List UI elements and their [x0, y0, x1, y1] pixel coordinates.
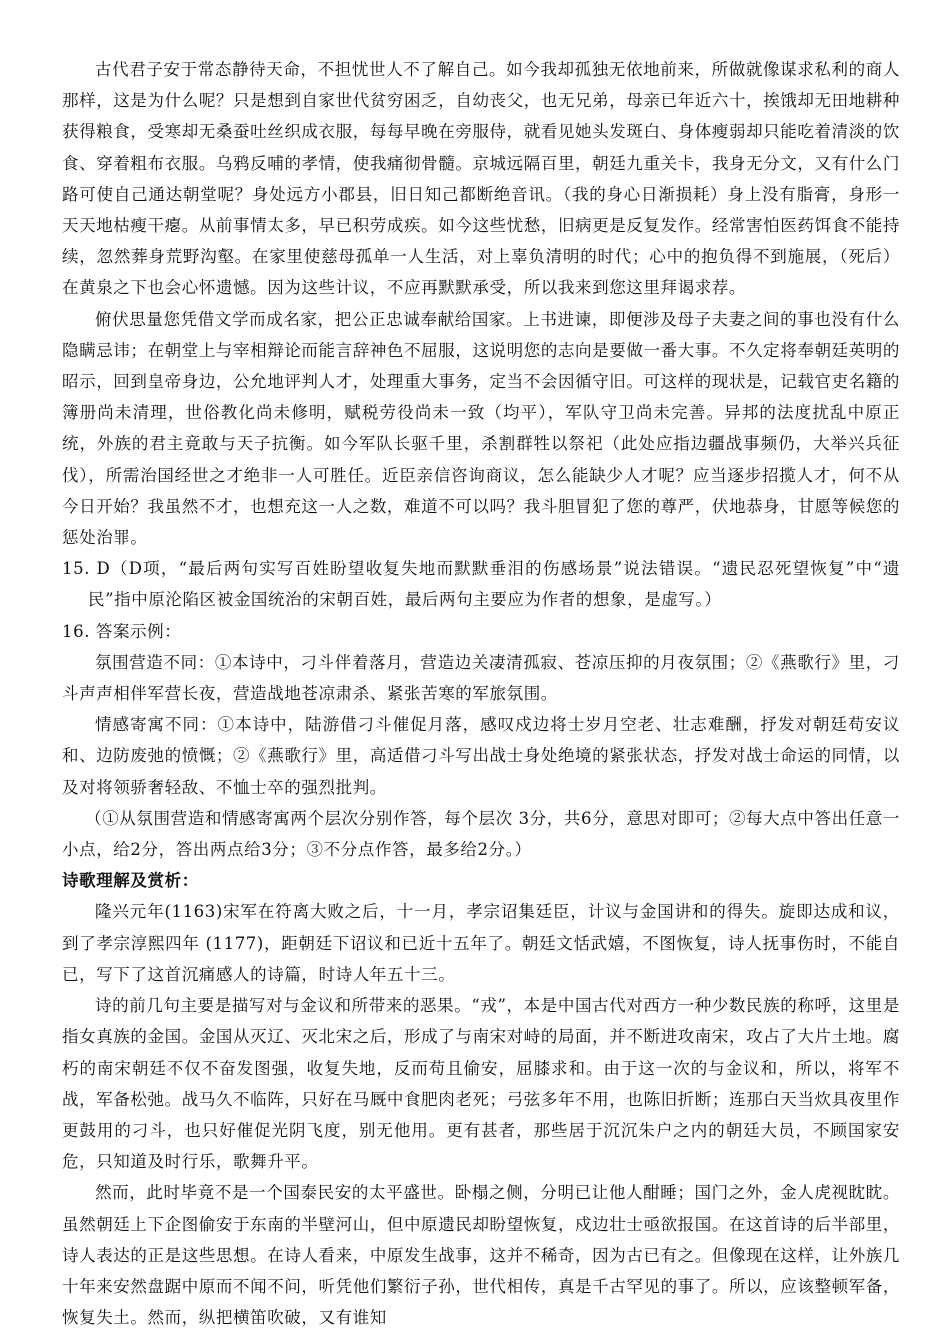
- answer-16-scoring-note: （①从氛围营造和情感寄寓两个层次分别作答，每个层次 3分，共6分，意思对即可；②每大点中答出任意一小点，给2分，答出两点给3分；③不分点作答，最多给2分。）: [62, 808, 900, 860]
- answer-16-label: 16. 答案示例：: [62, 621, 182, 641]
- translation-paragraph-2: 俯伏思量您凭借文学而成名家，把公正忠诚奉献给国家。上书进谏，即便涉及母子夫妻之间的事也没有什么隐瞒忌讳；在朝堂上与宰相辩论而能言辞神色不屈服，这说明您的志向是要做一番大事。不久定将奉朝廷英明的昭示，回到皇帝身边，公允地评判人才，处理重大事务，定当不会因循守旧。可这样的现状是，记载官吏名籍的簿册尚未清理，世俗教化尚未修明，赋税劳役尚未一致（均平），军队守卫尚未完善。异邦的法度扰乱中原正统，外族的君主竟敢与天子抗衡。如今军队长驱千里，杀割群牲以祭祀（此处应指边疆战事频仍，大举兴兵征伐），所需治国经世之才绝非一人可胜任。近臣亲信咨询商议，怎么能缺少人才呢？应当逐步招揽人才，何不从今日开始？我虽然不才，也想充这一人之数，难道不可以吗？我斗胆冒犯了您的尊严，伏地恭身，甘愿等候您的惩处治罪。: [62, 309, 900, 548]
- document-page: [62, 54, 900, 1333]
- appreciation-paragraph-1: 隆兴元年(1163)宋军在符离大败之后，十一月，孝宗诏集廷臣，计议与金国讲和的得失。旋即达成和议，到了孝宗淳熙四年 (1177)，距朝廷下诏议和已近十五年了。朝廷文恬武嬉，不图恢复，诗人抚事伤时，不能自已，写下了这首沉痛感人的诗篇，时诗人年五十三。: [62, 902, 900, 984]
- appreciation-heading: 诗歌理解及赏析：: [62, 871, 199, 891]
- answer-16-emotion: 情感寄寓不同：①本诗中，陆游借刁斗催促月落，感叹戍边将士岁月空老、壮志难酬，抒发对朝廷苟安议和、边防废弛的愤慨；②《燕歌行》里，高适借刁斗写出战士身处绝境的紧张状态，抒发对战士命运的同情，以及对将领骄奢轻敌、不恤士卒的强烈批判。: [62, 715, 900, 797]
- appreciation-paragraph-3: 然而，此时毕竟不是一个国泰民安的太平盛世。卧榻之侧，分明已让他人酣睡；国门之外，金人虎视眈眈。虽然朝廷上下企图偷安于东南的半壁河山，但中原遗民却盼望恢复，戍边壮士亟欲报国。在这首诗的后半部里，诗人表达的正是这些思想。在诗人看来，中原发生战事，这并不稀奇，因为古已有之。但像现在这样，让外族几十年来安然盘踞中原而不闻不问，听凭他们繁衍子孙，世代相传，真是千古罕见的事了。所以，应该整顿军备，恢复失土。然而，纵把横笛吹破，又有谁知: [62, 1183, 900, 1328]
- translation-paragraph-1: 古代君子安于常态静待天命，不担忧世人不了解自己。如今我却孤独无依地前来，所做就像谋求私利的商人那样，这是为什么呢？只是想到自家世代贫穷困乏，自幼丧父，也无兄弟，母亲已年近六十，挨饿却无田地耕种获得粮食，受寒却无桑蚕吐丝织成衣服，每每早晚在旁服侍，就看见她头发斑白、身体瘦弱却只能吃着清淡的饮食、穿着粗布衣服。乌鸦反哺的孝情，使我痛彻骨髓。京城远隔百里，朝廷九重关卡，我身无分文，又有什么门路可使自己通达朝堂呢？身处远方小郡县，旧日知己都断绝音讯。（我的身心日渐损耗）身上没有脂膏，身形一天天地枯瘦干瘪。从前事情太多，早已积劳成疾。如今这些忧愁，旧病更是反复发作。经常害怕医药饵食不能持续，忽然葬身荒野沟壑。在家里使慈母孤单一人生活，对上辜负清明的时代；心中的抱负得不到施展，（死后）在黄泉之下也会心怀遗憾。因为这些计议，不应再默默承受，所以我来到您这里拜谒求荐。: [62, 60, 900, 298]
- answer-15: 15. D（D项，“最后两句实写百姓盼望收复失地而默默垂泪的伤感场景”说法错误。“遗民忍死望恢复”中“遗民”指中原沦陷区被金国统治的宋朝百姓，最后两句主要应为作者的想象，是虚写。）: [62, 559, 900, 610]
- answer-16-atmosphere: 氛围营造不同：①本诗中，刁斗伴着落月，营造边关凄清孤寂、苍凉压抑的月夜氛围；②《燕歌行》里，刁斗声声相伴军营长夜，营造战地苍凉肃杀、紧张苦寒的军旅氛围。: [62, 652, 900, 704]
- appreciation-paragraph-2: 诗的前几句主要是描写对与金议和所带来的恶果。“戎”，本是中国古代对西方一种少数民族的称呼，这里是指女真族的金国。金国从灭辽、灭北宋之后，形成了与南宋对峙的局面，并不断进攻南宋，攻占了大片土地。腐朽的南宋朝廷不仅不奋发图强，收复失地，反而苟且偷安，屈膝求和。由于这一次的与金议和，所以，将军不战，军备松弛。战马久不临阵，只好在马厩中食肥肉老死；弓弦多年不用，也陈旧折断；连那白天当炊具夜里作更鼓用的刁斗，也只好催促光阴飞度，别无他用。更有甚者，那些居于沉沉朱户之内的朝廷大员，不顾国家安危，只知道及时行乐，歌舞升平。: [62, 996, 900, 1172]
